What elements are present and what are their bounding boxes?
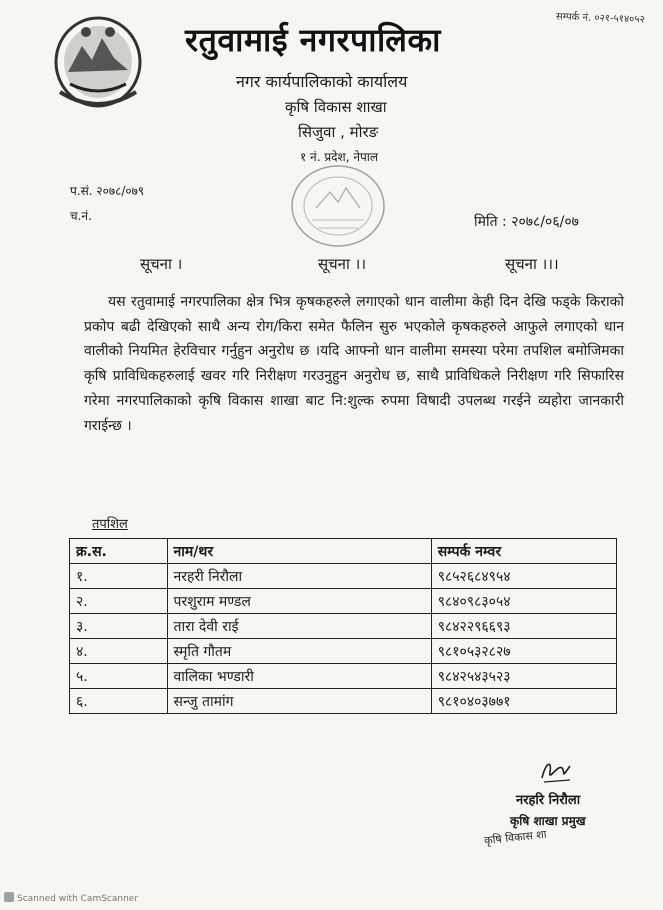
notice-body: यस रतुवामाई नगरपालिका क्षेत्र भित्र कृषकहरुले लगाएको धान वालीमा केही दिन देखि फड्के किराको प्रकोप बढी देखिएको साथै अन्य रोग/किरा समेत फैलिन सुरु भएकोले कृषकहरुले आफुले लगाएको धान वालीको नियमित हेरविचार गर्नुहुन अनुरोध छ ।यदि आफ्नो धान वालीमा समस्या परेमा तपशिल बमोजिमका कृषि प्राविधिकहरुलाई खवर गरि निरीक्षण गरउनुहुन अनुरोध छ, साथै प्राविधिकले निरीक्षण गरि सिफारिस गरेमा नगरपालिकाको कृषि विकास शाखा बाट नि:शुल्क रुपमा विषादी उपलब्ध गरईने व्यहोरा जानकारी गराईन्छ । (84, 294, 624, 434)
scanner-watermark (4, 892, 138, 904)
row-name: तारा देवी राई (167, 614, 431, 639)
table-header-row (70, 539, 617, 564)
row-serial: १. (70, 564, 168, 589)
office-title: रतुवामाई नगरपालिका (185, 21, 441, 59)
row-contact: ९८१०५३२८२७ (431, 639, 616, 664)
row-contact: ९८५२६८४९५४ (431, 564, 616, 589)
signature-icon (536, 756, 576, 786)
header-name: नाम/थर (167, 539, 431, 564)
row-name: वालिका भण्डारी (167, 664, 431, 689)
signatory-title: कृषि शाखा प्रमुख (510, 814, 586, 828)
header-contact: सम्पर्क नम्वर (431, 539, 616, 564)
office-subtitle: नगर कार्यपालिकाको कार्यालय (236, 72, 408, 91)
table-row (70, 614, 617, 639)
office-address: सिजुवा , मोरङ (298, 123, 379, 141)
row-serial: ६. (70, 689, 168, 714)
office-stamp-icon (286, 158, 390, 254)
table-caption: तपशिल (92, 517, 128, 532)
province-name: १ नं. प्रदेश, नेपाल (300, 150, 379, 164)
row-contact: ९८४२२९६६९३ (431, 614, 616, 639)
branch-name: कृषि विकास शाखा (285, 98, 387, 116)
contact-table (69, 538, 617, 714)
document-date: मिति : २०७८/०६/०७ (474, 214, 579, 230)
camscanner-logo-icon (4, 892, 14, 902)
table-row (70, 589, 617, 614)
row-name: सन्जु तामांग (167, 689, 431, 714)
nepal-emblem-icon (52, 12, 144, 110)
row-serial: ५. (70, 664, 168, 689)
table-row (70, 689, 617, 714)
reference-number: प.सं. २०७८/०७९ (70, 184, 145, 198)
dispatch-number: च.नं. (70, 209, 92, 223)
row-contact: ९८४०९८३०५४ (431, 589, 616, 614)
notice-heading-1: सूचना । (140, 255, 183, 273)
table-row (70, 564, 617, 589)
header-serial: क्र.स. (70, 539, 168, 564)
row-contact: ९८४२५४३५२३ (431, 664, 616, 689)
scanner-watermark-text: Scanned with CamScanner (17, 894, 139, 904)
row-contact: ९८१०४०३७७१ (431, 689, 616, 714)
row-name: नरहरी निरौला (167, 564, 431, 589)
signatory-stamp: कृषि विकास शा (483, 827, 548, 848)
row-serial: ४. (70, 639, 168, 664)
table-row (70, 639, 617, 664)
row-serial: ३. (70, 614, 168, 639)
notice-heading-2: सूचना ।। (318, 255, 367, 273)
contact-number: सम्पर्क नं. ०२१-५१४०५२ (555, 11, 646, 26)
row-name: स्मृति गौतम (167, 639, 431, 664)
row-serial: २. (70, 589, 168, 614)
signatory-name: नरहरि निरौला (516, 793, 581, 808)
row-name: परशुराम मण्डल (167, 589, 431, 614)
table-row (70, 664, 617, 689)
notice-heading-3: सूचना ।।। (505, 255, 559, 273)
